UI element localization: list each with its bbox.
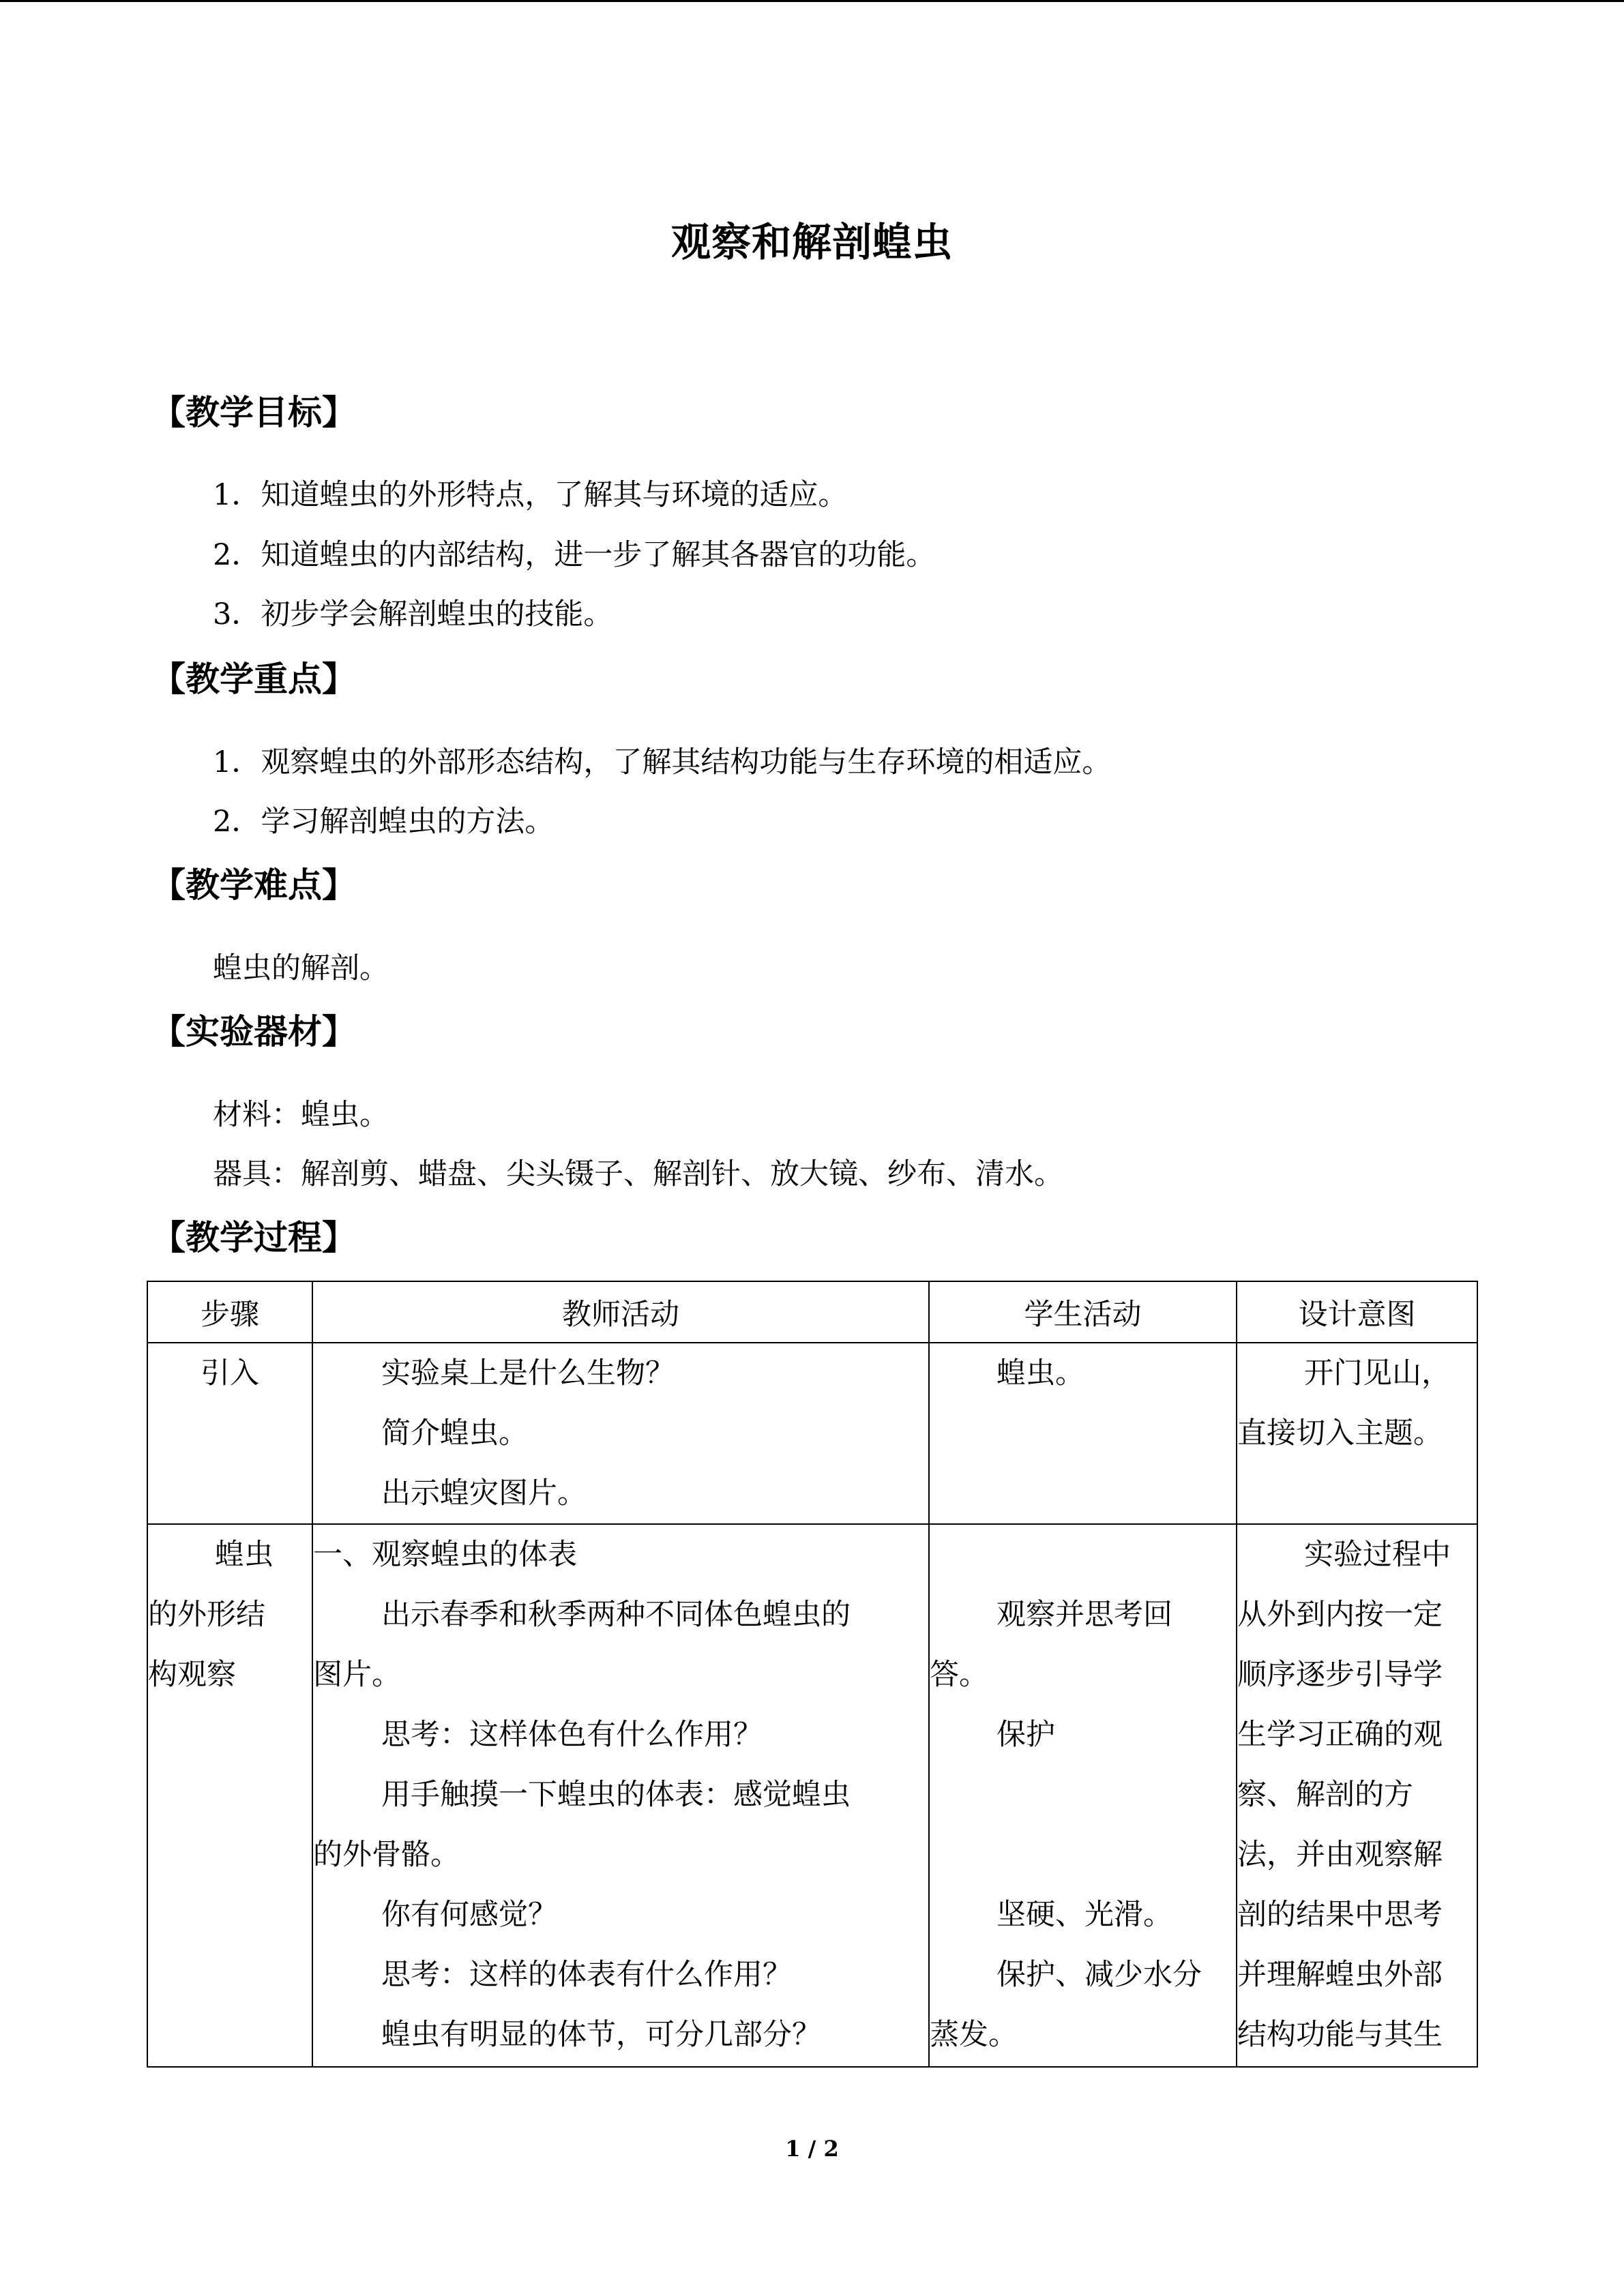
intent-line: 顺序逐步引导学 (1237, 1658, 1443, 1692)
intent-line: 并理解蝗虫外部 (1237, 1958, 1443, 1992)
heading-difficulty: 【教学难点】 (151, 865, 356, 905)
student-line (930, 1525, 1236, 1585)
cell-student (929, 1343, 1237, 1524)
materials-item: 器具：解剖剪、蜡盘、尖头镊子、解剖针、放大镜、纱布、清水。 (213, 1157, 1063, 1191)
intent-line: 生学习正确的观 (1237, 1718, 1443, 1752)
teacher-line: 实验桌上是什么生物？ (381, 1356, 675, 1390)
student-line: 观察并思考回 (996, 1598, 1172, 1632)
heading-materials: 【实验器材】 (151, 1012, 356, 1052)
difficulty-item: 蝗虫的解剖。 (213, 951, 389, 985)
student-line (930, 1765, 1236, 1825)
student-line: 保护 (996, 1718, 1055, 1752)
cell-student (929, 1524, 1237, 2067)
page-number: 1 / 2 (785, 2136, 839, 2162)
table-row (147, 1343, 1477, 1524)
teacher-line: 图片。 (313, 1658, 401, 1692)
intent-line: 剖的结果中思考 (1237, 1898, 1443, 1932)
header-step: 步骤 (147, 1281, 312, 1343)
teacher-line: 出示蝗灾图片。 (381, 1476, 587, 1510)
student-line: 坚硬、光滑。 (996, 1898, 1172, 1932)
student-line: 保护、减少水分 (996, 1958, 1202, 1992)
key-point-item: 2．学习解剖蝗虫的方法。 (213, 805, 555, 839)
intent-line: 从外到内按一定 (1237, 1598, 1443, 1632)
intent-line: 结构功能与其生 (1237, 2018, 1443, 2052)
process-table (147, 1281, 1478, 2068)
heading-process: 【教学过程】 (151, 1218, 356, 1257)
intent-line: 察、解剖的方 (1237, 1778, 1413, 1812)
student-line: 蝗虫。 (996, 1356, 1084, 1390)
teacher-line: 用手触摸一下蝗虫的体表：感觉蝗虫 (381, 1778, 851, 1812)
key-point-item: 1．观察蝗虫的外部形态结构，了解其结构功能与生存环境的相适应。 (213, 745, 1112, 779)
step-text: 的外形结 (148, 1598, 265, 1632)
step-text: 蝗虫 (215, 1538, 274, 1572)
heading-key-points: 【教学重点】 (151, 659, 356, 699)
step-text: 引入 (201, 1356, 259, 1390)
teacher-line: 的外骨骼。 (313, 1838, 460, 1872)
cell-step (147, 1524, 312, 2067)
student-line (930, 1825, 1236, 1885)
intent-line: 直接切入主题。 (1237, 1416, 1443, 1450)
teacher-line: 一、观察蝗虫的体表 (313, 1538, 577, 1572)
student-line: 答。 (930, 1658, 988, 1692)
teacher-line: 简介蝗虫。 (381, 1416, 528, 1450)
teacher-line: 蝗虫有明显的体节，可分几部分？ (381, 2018, 821, 2052)
objective-item: 2．知道蝗虫的内部结构，进一步了解其各器官的功能。 (213, 538, 936, 572)
header-design-intent: 设计意图 (1237, 1281, 1477, 1343)
teacher-line: 你有何感觉？ (381, 1898, 557, 1932)
student-line: 蒸发。 (930, 2018, 1018, 2052)
teacher-line: 出示春季和秋季两种不同体色蝗虫的 (381, 1598, 851, 1632)
heading-objectives: 【教学目标】 (151, 393, 356, 432)
cell-intent (1237, 1343, 1477, 1524)
step-text: 构观察 (148, 1658, 236, 1692)
teacher-line: 思考：这样体色有什么作用？ (381, 1718, 763, 1752)
cell-intent (1237, 1524, 1477, 2067)
intent-line: 法，并由观察解 (1237, 1838, 1443, 1872)
teacher-line: 思考：这样的体表有什么作用？ (381, 1958, 792, 1992)
cell-teacher (312, 1524, 929, 2067)
materials-item: 材料：蝗虫。 (213, 1098, 389, 1132)
table-row (147, 1524, 1477, 2067)
header-student-activity: 学生活动 (929, 1281, 1237, 1343)
intent-line: 实验过程中 (1304, 1538, 1451, 1572)
objective-item: 1．知道蝗虫的外形特点，了解其与环境的适应。 (213, 478, 848, 512)
header-teacher-activity: 教师活动 (312, 1281, 929, 1343)
cell-step (147, 1343, 312, 1524)
document-title: 观察和解剖蝗虫 (670, 219, 953, 265)
intent-line: 开门见山， (1304, 1356, 1451, 1390)
objective-item: 3．初步学会解剖蝗虫的技能。 (213, 597, 613, 631)
cell-teacher (312, 1343, 929, 1524)
table-header-row (147, 1281, 1477, 1343)
top-border-line (0, 0, 1624, 2)
